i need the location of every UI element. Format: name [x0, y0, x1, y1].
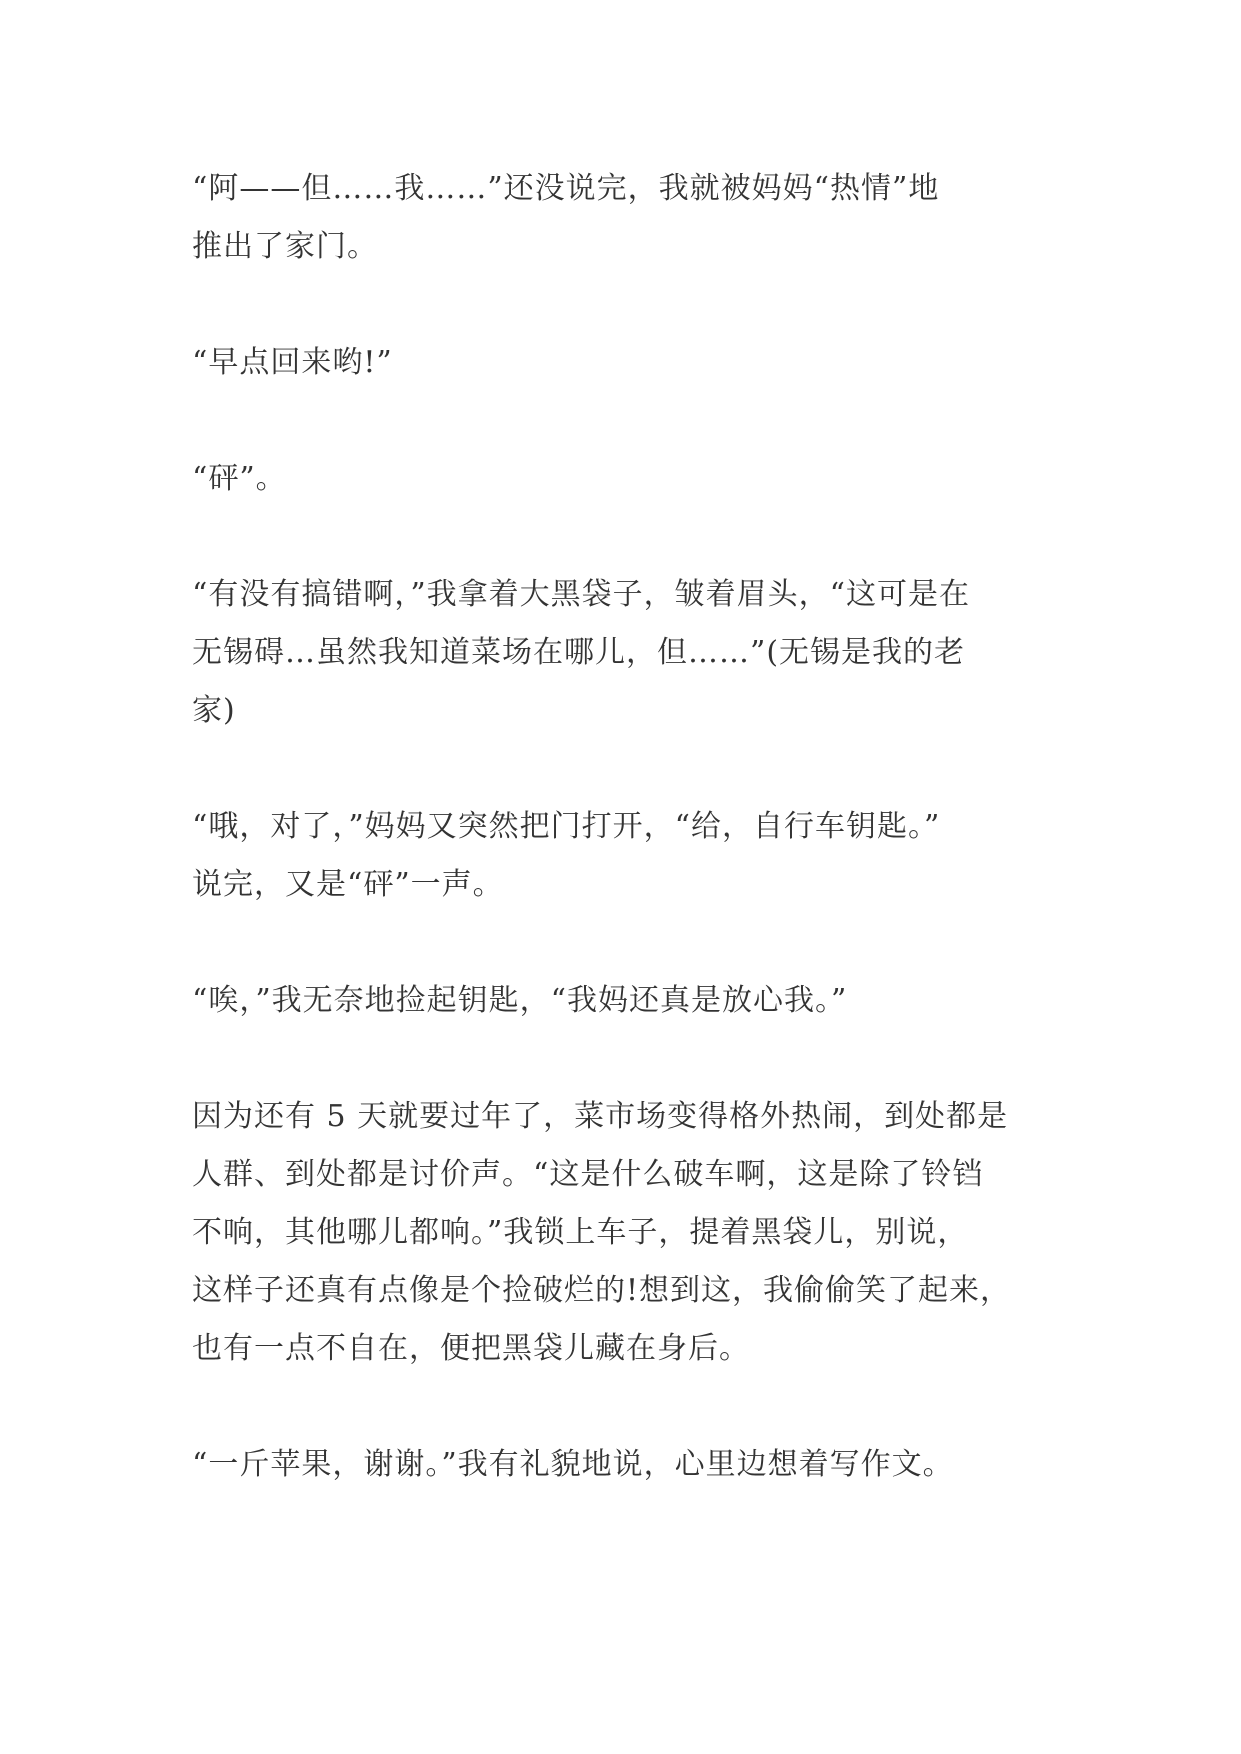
- text-line: “哦，对了，”妈妈又突然把门打开，“给，自行车钥匙。”: [192, 809, 941, 844]
- text-line: “早点回来哟!”: [192, 345, 393, 380]
- text-line: “砰”。: [192, 461, 287, 496]
- text-line: “唉，”我无奈地捡起钥匙，“我妈还真是放心我。”: [192, 983, 848, 1018]
- text-line: 也有一点不自在，便把黑袋儿藏在身后。: [192, 1331, 750, 1366]
- text-line: “阿——但……我……”还没说完，我就被妈妈“热情”地: [192, 171, 940, 206]
- paragraph: [192, 450, 1072, 508]
- text-line: 推出了家门。: [192, 229, 378, 264]
- paragraph: [192, 334, 1072, 392]
- paragraph: [192, 566, 1072, 740]
- paragraph: [192, 1436, 1072, 1494]
- text-line: “有没有搞错啊，”我拿着大黑袋子，皱着眉头，“这可是在: [192, 577, 971, 612]
- text-line: 因为还有 5 天就要过年了，菜市场变得格外热闹，到处都是: [192, 1099, 1009, 1134]
- paragraph: [192, 160, 1072, 276]
- text-line: 家): [192, 693, 236, 728]
- text-line: 不响，其他哪儿都响。”我锁上车子，提着黑袋儿，别说，: [192, 1215, 969, 1250]
- text-line: 这样子还真有点像是个捡破烂的!想到这，我偷偷笑了起来，: [192, 1273, 1012, 1308]
- text-line: 说完，又是“砰”一声。: [192, 867, 504, 902]
- text-line: 无锡碍…虽然我知道菜场在哪儿，但……”(无锡是我的老: [192, 635, 966, 670]
- document-body: [192, 160, 1072, 1552]
- text-line: 人群、到处都是讨价声。“这是什么破车啊，这是除了铃铛: [192, 1157, 984, 1192]
- paragraph: [192, 972, 1072, 1030]
- paragraph: [192, 798, 1072, 914]
- text-line: “一斤苹果，谢谢。”我有礼貌地说，心里边想着写作文。: [192, 1447, 954, 1482]
- paragraph: [192, 1088, 1072, 1378]
